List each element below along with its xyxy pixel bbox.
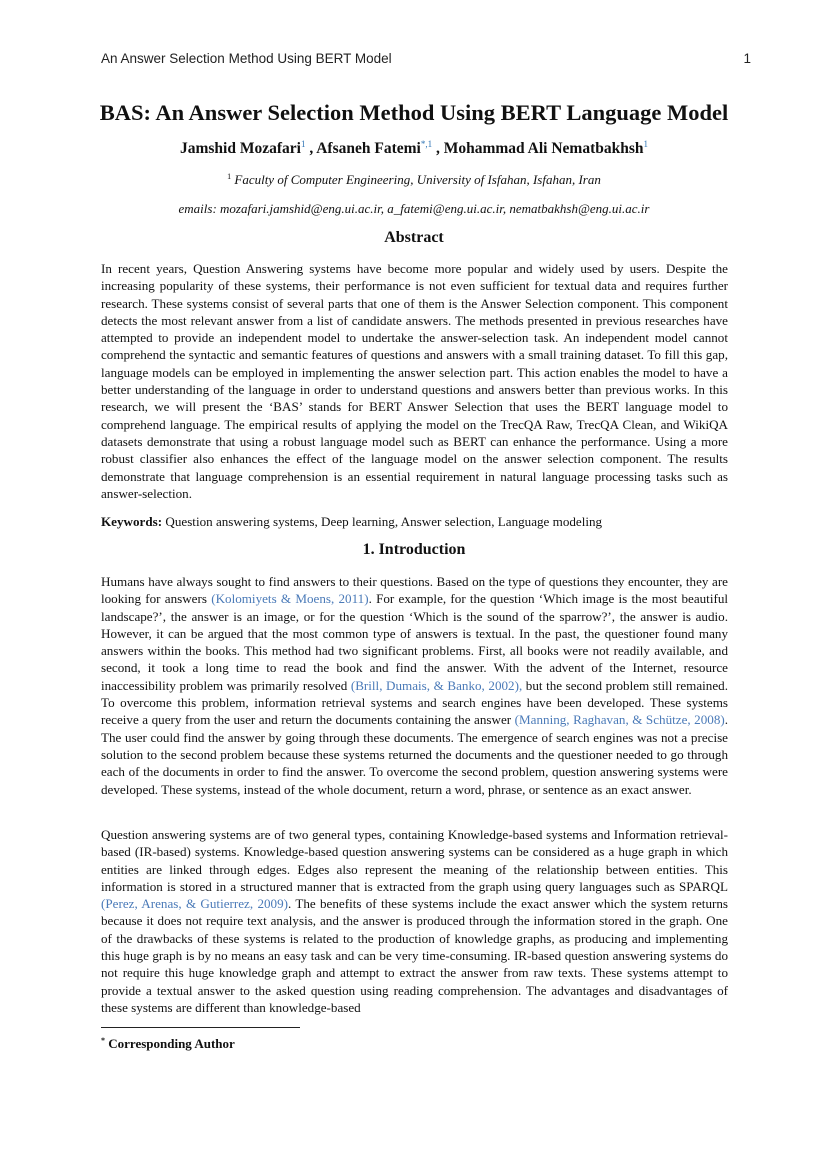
section-heading-introduction: 1. Introduction [362,541,466,558]
paragraph-text: Question answering systems are of two general types, containing Knowledge-based systems and Information retrieval-based (IR-based) systems. Knowledge-based question answering systems can be considered as a huge graph in which entities are linked through edges. Edges also represent the meaning of the relationship between entities. This information is stored in a structured manner that is extracted from the graph using query languages such as SPARQL [101,827,728,894]
author-list [60,139,768,158]
affiliation [60,172,768,188]
citation-link[interactable]: (Perez, Arenas, & Gutierrez, 2009) [101,896,288,912]
author-name: Afsaneh Fatemi [316,140,421,157]
footnote-text: Corresponding Author [108,1036,235,1051]
citation-link[interactable]: (Brill, Dumais, & Banko, 2002), [350,677,523,693]
introduction-paragraph-1 [101,573,728,798]
footnote [101,1036,235,1052]
abstract-heading: Abstract [384,229,444,246]
author-name: Mohammad Ali Nematbakhsh [443,140,644,157]
citation-link[interactable]: (Manning, Raghavan, & Schütze, 2008) [514,712,725,728]
author-name: Jamshid Mozafari [179,140,301,157]
keywords-label: Keywords: [101,514,163,529]
affiliation-text: Faculty of Computer Engineering, University of Isfahan, Isfahan, Iran [234,172,601,187]
paper-title: BAS: An Answer Selection Method Using BERT Language Model [99,100,729,125]
author-emails: emails: mozafari.jamshid@eng.ui.ac.ir, a_fatemi@eng.ui.ac.ir, nematbakhsh@eng.ui.ac.ir [178,201,650,216]
author-affiliation-mark: 1 [300,139,306,149]
keywords-line [101,513,728,530]
paragraph-text: but the second problem still remained. To overcome this problem, information retrieval systems and search engines have been developed. These systems receive a query from the user and return the documents containing the answer [101,677,728,728]
page-number: 1 [743,51,751,66]
footnote-mark: * [101,1036,105,1045]
keywords-text: Question answering systems, Deep learning, Answer selection, Language modeling [165,514,603,529]
paragraph-text: Humans have always sought to find answers to their questions. Based on the type of questions they encounter, they are looking for answers [101,574,728,607]
paragraph-text: . The benefits of these systems include the exact answer which the system returns because it does not require text analysis, and the answer is produced through the information stored in the graph. One of the drawbacks of these systems is related to the production of knowledge graphs, as producing and implementing this huge graph is by no means an easy task and can be very time-consuming. IR-based question answering systems do not require this huge knowledge graph and attempt to extract the answer from raw texts. These systems attempt to provide a textual answer to the asked question using reading comprehension. The advantages and disadvantages of these systems are different than knowledge-based [101,896,728,1015]
abstract-text: In recent years, Question Answering systems have become more popular and widely used by users. Despite the increasing popularity of these systems, their performance is not even sufficient for textual data and requires further research. These systems consist of several parts that one of them is the Answer Selection component. This component detects the most relevant answer from a list of candidate answers. The methods presented in previous researches have attempted to provide an independent model to undertake the answer-selection task. An independent model cannot comprehend the syntactic and semantic features of questions and answers with a small training dataset. To fill this gap, language models can be employed in implementing the answer selection part. This action enables the model to have a better understanding of the language in order to understand questions and answers better than previous works. In this research, we will present the ‘BAS’ stands for BERT Answer Selection that uses the BERT language model to comprehend language. The empirical results of applying the model on the TrecQA Raw, TrecQA Clean, and WikiQA datasets demonstrate that using a robust language model such as BERT can enhance the performance. Using a more robust classifier also enhances the effect of the language model on the answer selection component. The results demonstrate that language comprehension is an essential requirement in natural language processing tasks such as answer-selection. [101,261,728,501]
affiliation-mark: 1 [227,172,232,181]
paragraph-text: . The user could find the answer by going through these documents. The emergence of search engines was not a precise solution to the second problem because these systems returned the documents and the questioner needed to go through each of the documents in order to find the answer. To overcome the second problem, question answering systems were developed. These systems, instead of the whole document, return a word, phrase, or sentence as an exact answer. [101,712,729,797]
running-title: An Answer Selection Method Using BERT Model [101,51,392,66]
footnote-divider [101,1027,300,1028]
author-affiliation-mark: *,1 [420,139,433,149]
paragraph-text: . For example, for the question ‘Which image is the most beautiful landscape?’, the answer is an image, or for the question ‘Which is the sound of the sparrow?’, the answer is audio. However, it can be argued that the most common type of answers is textual. In the past, the questioner found many answers within the books. This method had two significant problems. First, all books were not readily available, and second, it took a long time to read the book and find the answer. With the advent of the Internet, resource inaccessibility problem was primarily resolved [101,591,729,693]
author-separator: , [305,140,317,157]
running-header [101,49,751,71]
author-affiliation-mark: 1 [643,139,649,149]
citation-link[interactable]: (Kolomiyets & Moens, 2011) [211,591,369,607]
introduction-paragraph-2 [101,826,728,1016]
author-separator: , [432,140,444,157]
